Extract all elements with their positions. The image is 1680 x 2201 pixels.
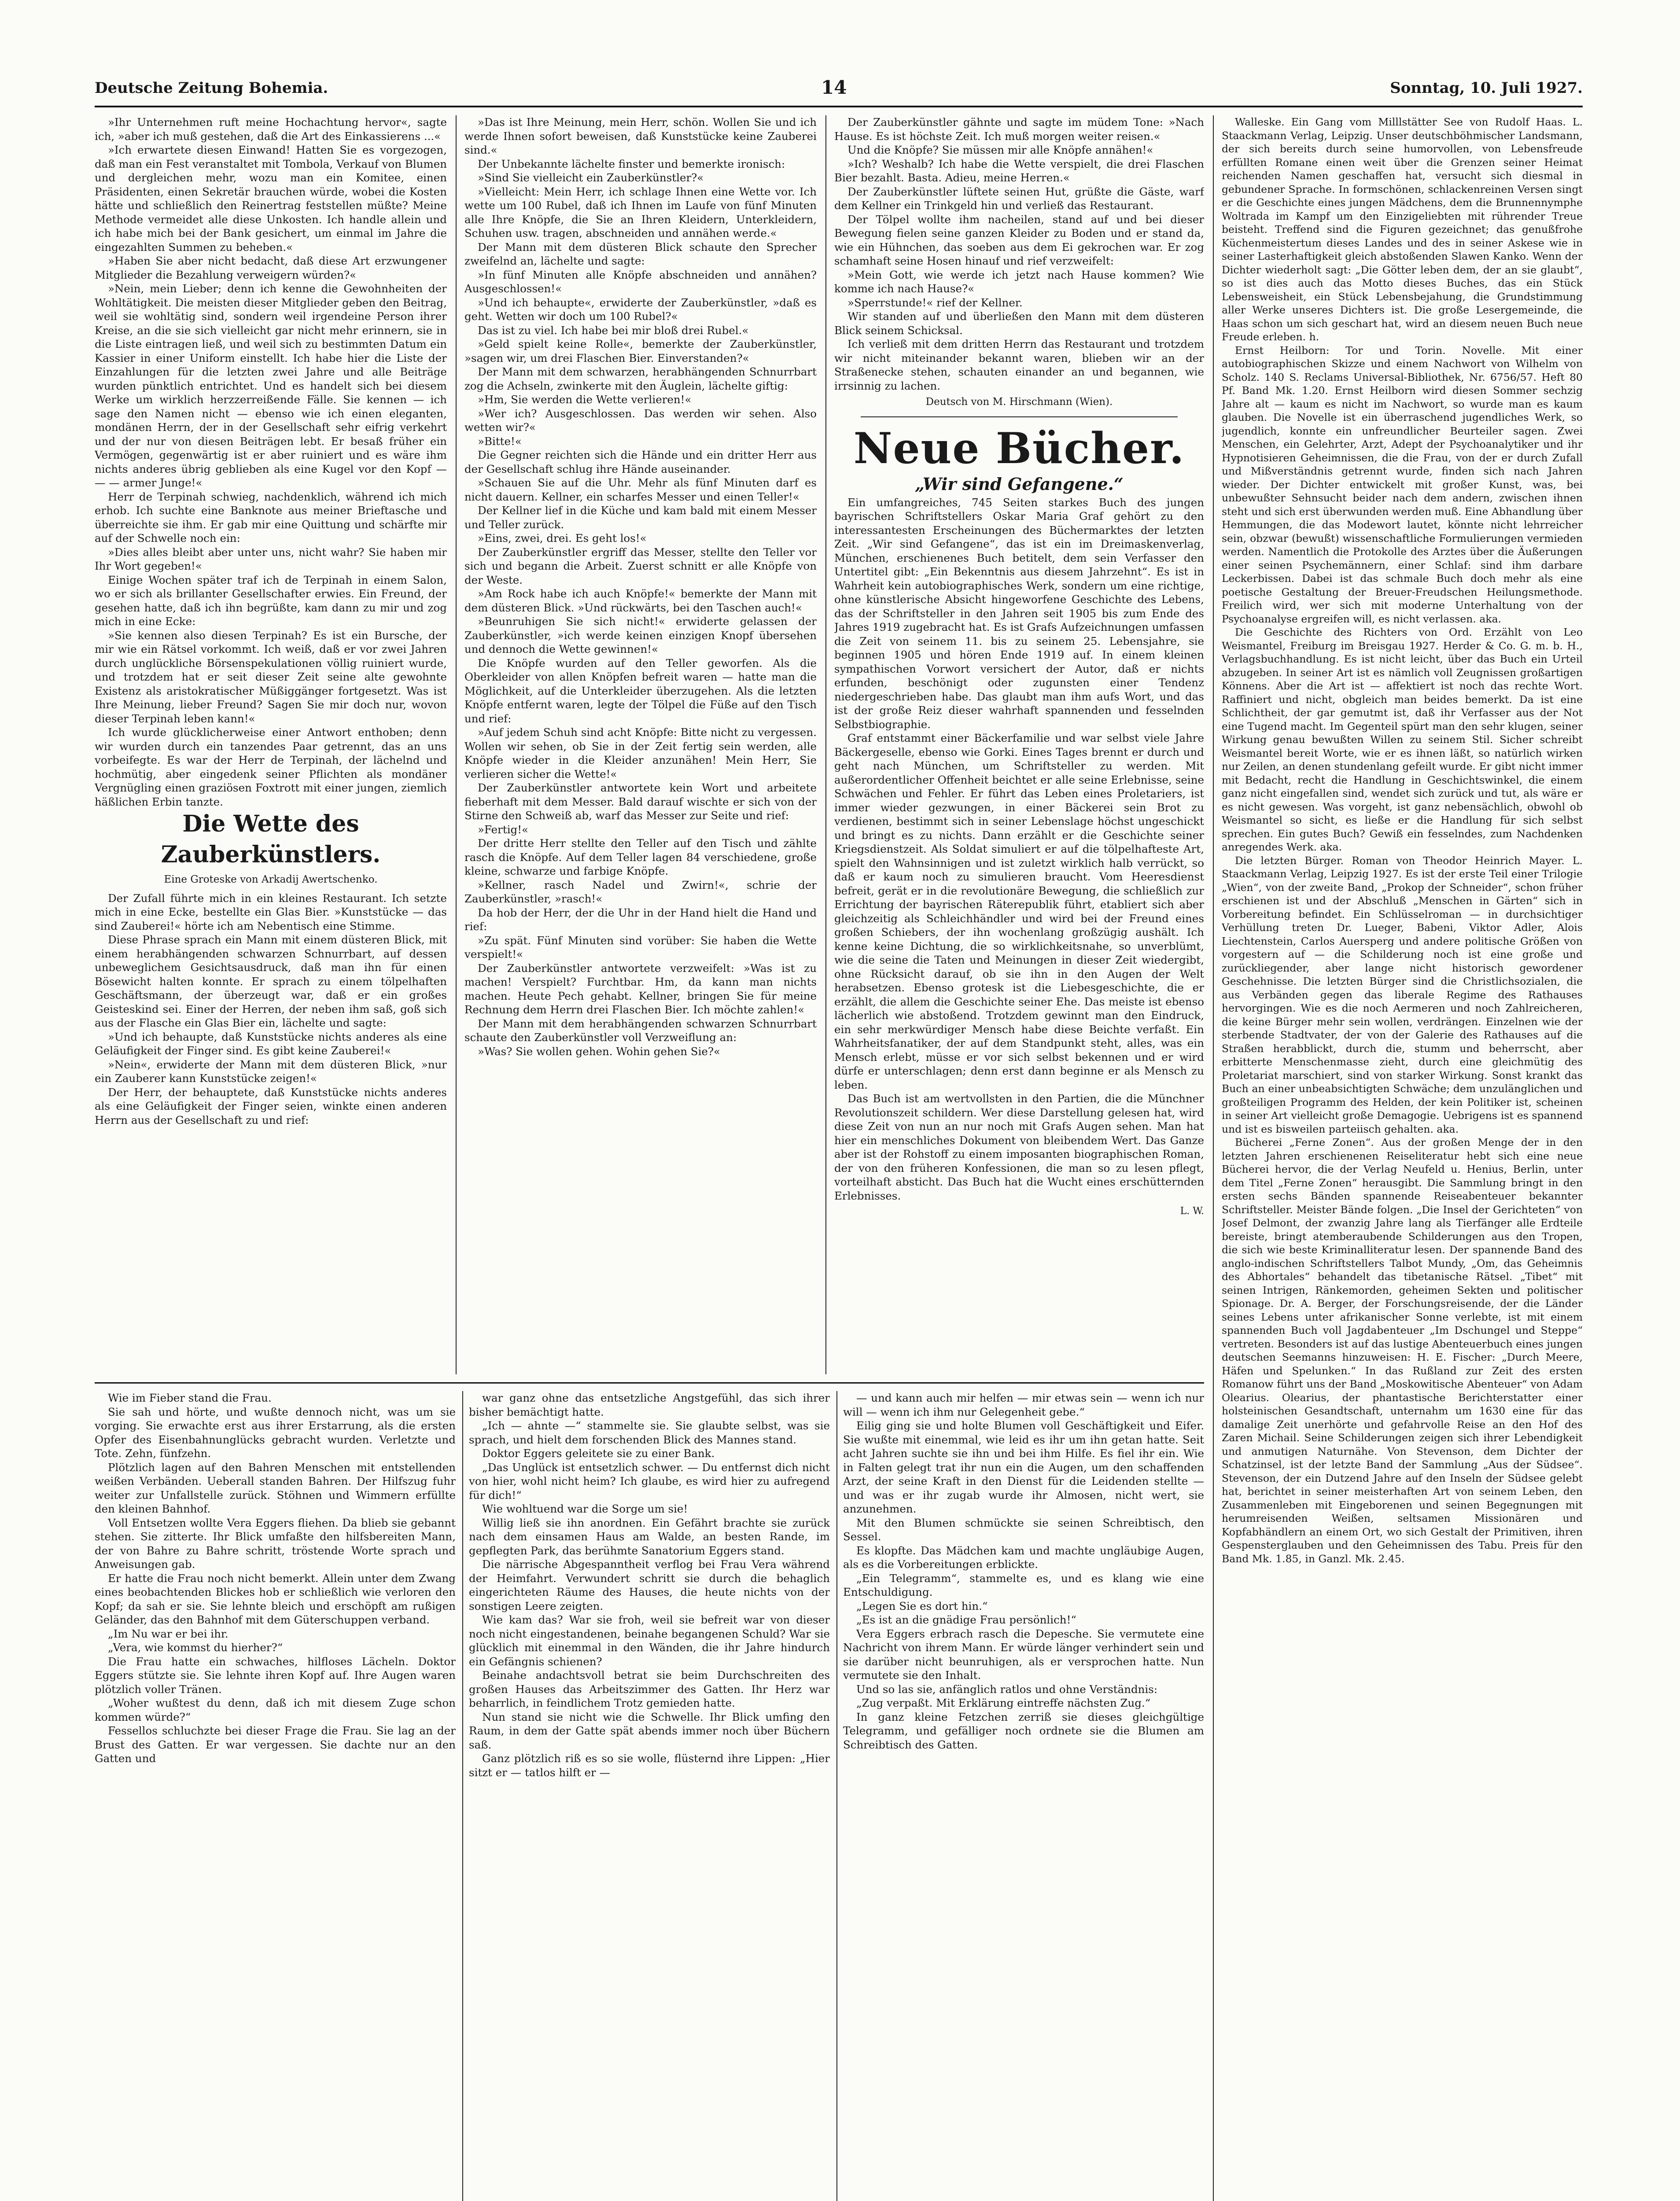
article-byline-wette: Eine Groteske von Arkadij Awertschenko.	[164, 874, 378, 885]
review-paragraph: Die letzten Bürger. Roman von Theodor Heinrich Mayer. L. Staackmann Verlag, Leipzig 1927. Es ist der erste Teil einer Trilogie „Wien“, von der zweite Band, „Prokop der Schneider“, schon früher erschienen ist und der Abschluß „Menschen in Gärten“ sich in Vorbereitung befindet. Ein Schlüsselroman — in durchsichtiger Verhüllung treten Dr. Lueger, Babeni, Viktor Adler, Alois Liechtenstein, Carlos Auersperg und andere politische Größen von vorgestern auf — die Schilderung noch ist eine große und zurückliegender, aber lange nicht historisch gewordener Geschehnisse. Die letzten Bürger sind die Christlichsozialen, die aus Verbänden gegen das liberale Regime des Rathauses hervorgingen. Wie es die noch Aermeren und noch Zahlreicheren, die keine Bürger mehr sein wollen, verdrängen. Einzelnen wie der sterbende Stadtvater, der von der Galerie des Rathauses auf die Straßen herabblickt, durch die, stumm und beherrscht, aber erbitterte Menschenmasse zieht, durch eine gleichmütig des Proletariat marschiert, sind von starker Wirkung. Sonst krankt das Buch an einer unbeabsichtigten Schwäche; dem unzulänglichen und großteiligen Programm des Helden, der kein Politiker ist, scheinen in seiner Art vielleicht große Demagogie. Uebrigens ist es spannend und ist es bisweilen parteiisch gehalten. aka.	[1222, 854, 1583, 1135]
paragraph: »Ich erwartete diesen Einwand! Hatten Sie es vorgezogen, daß man ein Fest veranstaltet mit Tombola, Verkauf von Blumen und dergleichen mehr, wozu man ein Komitee, einen Präsidenten, einen Sekretär brauchen würde, wobei die Kosten hätte und schließlich den Reinertrag feststellen müßte? Meine Methode vermeidet alle diese Unkosten. Ich handle allein und ich habe mich bei der Bank gesichert, um einmal im Jahre die eingezahlten Summen zu beheben.«	[95, 144, 447, 254]
paragraph: »Kellner, rasch Nadel und Zwirn!«, schrie der Zauberkünstler, »rasch!«	[464, 878, 817, 905]
serial-paragraph: Voll Entsetzen wollte Vera Eggers fliehen. Da blieb sie gebannt stehen. Sie zitterte. Ihr Blick umfaßte den hilfsbereiten Mann, der von Bahre zu Bahre schritt, tröstende Worte sprach und Anweisungen gab.	[95, 1516, 456, 1571]
section-rule	[95, 1382, 1204, 1384]
column-divider	[456, 115, 457, 1374]
paragraph: »Mein Gott, wie werde ich jetzt nach Hause kommen? Wie komme ich nach Hause?«	[834, 268, 1204, 295]
review-paragraph: Walleske. Ein Gang vom Milllstätter See von Rudolf Haas. L. Staackmann Verlag, Leipzig. Unser deutschböhmischer Landsmann, der sich bereits durch seine humorvollen, von Lebensfreude erfüllten Romane einen weit über die Grenzen seiner Heimat reichenden Namen geschaffen hat, versucht sich diesmal in gebundener Sprache. In formschönen, schlackenreinen Versen singt er die Geschichte eines jungen Mädchens, dem die Brunnennymphe Woltrada im Kampf um den Einzigeliebten mit rührender Treue beisteht. Treffend sind die Figuren gezeichnet; das genußfrohe Küchenmeistertum dieses Landes und des in seiner Askese wie in seiner Lasterhaftigkeit gleich abstoßenden Slawen Kanko. Wenn der Dichter wiederholt sagt: „Die Götter leben dem, der an sie glaubt“, so ist dies auch das Motto dieses Buches, das ein Stück Lebensweisheit, ein Stück Lebensbejahung, die Grundstimmung aller Werke unseres Dichters ist. Die große Lesergemeinde, die Haas schon um sich geschart hat, wird an diesem neuen Buch neue Freude erleben. h.	[1222, 116, 1583, 343]
serial-paragraph: Doktor Eggers geleitete sie zu einer Bank.	[482, 1447, 715, 1460]
serial-paragraph: Es klopfte. Das Mädchen kam und machte ungläubige Augen, als es die Vorbereitungen erblickte.	[843, 1544, 1204, 1571]
serial-paragraph: Nun stand sie nicht wie die Schwelle. Ihr Blick umfing den Raum, in dem der Gatte spät abends immer noch über Büchern saß.	[469, 1710, 830, 1751]
paragraph: »Nein, mein Lieber; denn ich kenne die Gewohnheiten der Wohltätigkeit. Die meisten dieser Mitglieder geben den Beitrag, weil sie wohltätig sind, sondern weil irgendeine Person ihrer Kreise, an die sie sich vielleicht gar nicht mehr erinnern, sie in die Liste eintragen ließ, und weil sich zu bestimmten Datum ein Kassier in einer Uniform einstellt. Ich habe hier die Liste der Einzahlungen für die letzten zwei Jahre und alle Beiträge wurden pünktlich entrichtet. Und es handelt sich bei diesem Werke um wirklich herzzerreißende Fälle. Sie kennen — ich sage den Namen nicht — ebenso wie ich einen eleganten, mondänen Herrn, der in der Gesellschaft sehr eifrig verkehrt und der nur von diesen Beiträgen lebt. Er besaß früher ein Vermögen, gegenwärtig ist er aber ruiniert und es wäre ihm nichts anderes übrig geblieben als eine Kugel vor den Kopf — — — armer Junge!«	[95, 282, 447, 489]
article-title-wette: Die Wette des Zauberkünstlers.	[161, 810, 381, 868]
paragraph: »Und ich behaupte«, erwiderte der Zauberkünstler, »daß es geht. Wetten wir doch um 100 Rubel?«	[464, 296, 817, 323]
column-1	[95, 115, 447, 1374]
serial-paragraph: Eilig ging sie und holte Blumen voll Geschäftigkeit und Eifer. Sie wußte mit einemmal, wie leid es ihr um ihn getan hatte. Seit acht Jahren suchte sie ihn und bei ihm Hilfe. Es fiel ihr ein. Wie in Falten gelegt trat ihr nun ein die Augen, um den schaffenden Arzt, der seine Kraft in den Dienst für die Leidenden stellte — und was er ihr zugab wurde ihr Almosen, nicht wert, sie anzunehmen.	[843, 1419, 1204, 1515]
paragraph: »Dies alles bleibt aber unter uns, nicht wahr? Sie haben mir Ihr Wort gegeben!«	[95, 545, 447, 572]
paragraph: »Wer ich? Ausgeschlossen. Das werden wir sehen. Also wetten wir?«	[464, 407, 817, 434]
paragraph: Wir standen auf und überließen den Mann mit dem düsteren Blick seinem Schicksal.	[834, 310, 1204, 337]
serial-paragraph: Plötzlich lagen auf den Bahren Menschen mit entstellenden weißen Verbänden. Ueberall standen Bahren. Der Hilfszug fuhr weiter zur Unfallstelle zurück. Stöhnen und Wimmern erfüllte den kleinen Bahnhof.	[95, 1461, 456, 1515]
paragraph: Der Mann mit dem schwarzen, herabhängenden Schnurrbart zog die Achseln, zwinkerte mit den Äuglein, lächelte giftig:	[464, 365, 817, 392]
paragraph: »Ihr Unternehmen ruft meine Hochachtung hervor«, sagte ich, »aber ich muß gestehen, daß die Art des Einkassierens ...«	[95, 116, 447, 143]
paragraph: »Eins, zwei, drei. Es geht los!«	[478, 532, 647, 545]
review-paragraph: Die Geschichte des Richters von Ord. Erzählt von Leo Weismantel, Freiburg im Breisgau 1927. Herder & Co. G. m. b. H., Verlagsbuchhandlung. Es ist nicht leicht, über das Buch ein Urteil abzugeben. In seiner Art ist es nämlich voll Zeugnissen großartigen Könnens. Aber die Art ist — affektiert ist noch das rechte Wort. Raffiniert und nicht, obgleich man beides bemerkt. Da ist eine Schlichtheit, der gar gemutmt ist, daß ihr Verfasser aus der Not eine Tugend macht. Im Gegenteil spürt man den sehr klugen, seiner Wirkung genau bewußten Willen zu seinem Stil. Sicher schreibt Weismantel bereit Worte, wie er es ihnen läßt, so natürlich wirken nur Zeilen, an denen stundenlang gefeilt wurde. Er gibt nicht immer mit Bedacht, recht die Handlung in Geschichtswinkel, die einem ganz nicht eingefallen sind, wendet sich zurück und tut, als wäre er es nicht gewesen. Was vorgeht, ist ganz nebensächlich, obwohl ob Weismantel so sicht, es ließe er die Handlung für sich selbst sprechen. Ein gutes Buch? Gewiß ein fesselndes, zum Nachdenken anregendes Werk. aka.	[1222, 626, 1583, 853]
paragraph: Die Gegner reichten sich die Hände und ein dritter Herr aus der Gesellschaft schlug ihre Hände auseinander.	[464, 449, 817, 475]
article-continuation-wette	[464, 115, 817, 1058]
feuilleton-text	[95, 115, 447, 809]
paragraph: »Beunruhigen Sie sich nicht!« erwiderte gelassen der Zauberkünstler, »ich werde keinen einzigen Knopf übersehen und dennoch die Wette gewinnen!«	[464, 615, 817, 655]
column-divider	[825, 115, 826, 1374]
column-divider	[836, 1391, 837, 2201]
serial-paragraph: Wie wohltuend war die Sorge um sie!	[482, 1502, 688, 1515]
paragraph: »Haben Sie aber nicht bedacht, daß diese Art erzwungener Mitglieder die Bezahlung verweigern würden?«	[95, 254, 447, 281]
paragraph: »Sie kennen also diesen Terpinah? Es ist ein Bursche, der mir wie ein Rätsel vorkommt. Ich weiß, daß er vor zwei Jahren durch unglückliche Börsenspekulationen völlig ruiniert wurde, und trotzdem hat er seit dieser Zeit seine alte gewohnte Existenz als aristokratischer Müßiggänger fortgesetzt. Was ist Ihre Meinung, lieber Freund? Sagen Sie mir doch nur, wovon dieser Terpinah leben kann!«	[95, 629, 447, 725]
serial-paragraph: Willig ließ sie ihn anordnen. Ein Gefährt brachte sie zurück nach dem einsamen Haus am Walde, an besten Rande, im gepflegten Park, das berühmte Sanatorium Eggers stand.	[469, 1516, 830, 1557]
paragraph: »Auf jedem Schuh sind acht Knöpfe: Bitte nicht zu vergessen. Wollen wir sehen, ob Sie in der Zeit fertig sein werden, alle Knöpfe wieder in die Kleider anzunähen! Mein Herr, Sie verlieren sicher die Wette!«	[464, 726, 817, 780]
paragraph: »Das ist Ihre Meinung, mein Herr, schön. Wollen Sie und ich werde Ihnen sofort beweisen, daß Kunststücke keine Zauberei sind.«	[464, 116, 817, 156]
paragraph: »Was? Sie wollen gehen. Wohin gehen Sie?«	[478, 1045, 721, 1058]
column-divider	[462, 1391, 463, 2201]
serial-paragraph: Mit den Blumen schmückte sie seinen Schreibtisch, den Sessel.	[843, 1516, 1204, 1543]
paragraph: »Nein«, erwiderte der Mann mit dem düsteren Blick, »nur ein Zauberer kann Kunststücke zeigen!«	[95, 1058, 447, 1085]
paragraph: Der Zufall führte mich in ein kleines Restaurant. Ich setzte mich in eine Ecke, bestellte ein Glas Bier. »Kunststücke — das sind Zauberei!« hörte ich am Nebentisch eine Stimme.	[95, 891, 447, 932]
serial-column-3	[843, 1391, 1204, 2201]
article-ending-wette	[834, 115, 1204, 393]
serial-paragraph: — und kann auch mir helfen — mir etwas sein — wenn ich nur will — wenn ich ihm nur Gelegenheit gebe.“	[843, 1391, 1204, 1418]
paragraph: »Sperrstunde!« rief der Kellner.	[847, 296, 1023, 309]
serial-paragraph: „Im Nu war er bei ihr.	[108, 1627, 228, 1640]
paragraph: »Ich? Weshalb? Ich habe die Wette verspielt, die drei Flaschen Bier bezahlt. Basta. Adieu, meine Herren.«	[834, 157, 1204, 184]
serial-paragraph: „Es ist an die gnädige Frau persönlich!“	[856, 1613, 1076, 1626]
serial-paragraph: „Das Unglück ist entsetzlich schwer. — Du entfernst dich nicht von hier, wohl nicht heim? Ich glaube, es wird hier zu aufregend für dich!“	[469, 1461, 830, 1502]
serial-paragraph: „Woher wußtest du denn, daß ich mit diesem Zuge schon kommen würde?“	[95, 1697, 456, 1723]
column-4-book-reviews	[1222, 115, 1583, 2201]
section-separator	[861, 416, 1178, 417]
serial-column-2	[469, 1391, 830, 2201]
paragraph: »Schauen Sie auf die Uhr. Mehr als fünf Minuten darf es nicht dauern. Kellner, ein scharfes Messer und einen Teller!«	[464, 476, 817, 503]
book-review-text	[834, 496, 1204, 1203]
paragraph: »Fertig!«	[478, 823, 529, 836]
serial-paragraph: In ganz kleine Fetzchen zerriß sie dieses gleichgültige Telegramm, und gefälliger noch ordnete sie die Blumen am Schreibtisch des Gatten.	[843, 1710, 1204, 1751]
paragraph: Graf entstammt einer Bäckerfamilie und war selbst viele Jahre Bäckergeselle, ebenso wie Gorki. Eines Tages brennt er durch und geht nach München, um Schriftsteller zu werden. Mit außerordentlicher Offenheit beichtet er alle seine Erlebnisse, seine Schwächen und Fehler. Er führt das Leben eines Proletariers, ist immer wieder gezwungen, in einer Bäckerei sein Brot zu verdienen, bestimmt sich in seiner Lebenslage höchst ungeschickt und bringt es zu nichts. Dann erzählt er die Geschichte seiner Kriegsdienstzeit. Als Soldat simuliert er auf die tölpelhafteste Art, spielt den Wahnsinnigen und ist zuletzt wirklich halb verrückt, so daß er kaum noch zu simulieren braucht. Vom Heeresdienst befreit, gerät er in die revolutionäre Bewegung, die schließlich zur Errichtung der bayrischen Räterepublik führt, etabliert sich aber gleichzeitig als Schleichhändler und wird bei der Freund eines großen Schiebers, der ihn wochenlang großzügig aushält. Ich kenne keine Dichtung, die so wirklichkeitsnahe, so unverblümt, wie die seine die Taten und Meinungen in dieser Zeit wiedergibt, ohne Rücksicht darauf, ob sie ihn in den Augen der Welt herabsetzen. Ebenso grotesk ist die Liebesgeschichte, die er erzählt, die allem die Geschichte seiner Ehe. Das meiste ist ebenso lächerlich wie abstoßend. Trotzdem gewinnt man den Eindruck, ein sehr merkwürdiger Mensch habe diese Beichte verfaßt. Ein Wahrheitsfanatiker, der auf dem Standpunkt steht, alles, was ein Mensch erlebt, müsse er vor sich selbst bekennen und er wird dürfe er unterschlagen; denn erst dann beginne er als Mensch zu leben.	[834, 732, 1204, 1091]
review-title: „Wir sind Gefangene.“	[915, 474, 1124, 494]
serial-paragraph: Wie im Fieber stand die Frau.	[108, 1391, 272, 1404]
page-header	[95, 79, 1583, 101]
paragraph: »Hm, Sie werden die Wette verlieren!«	[478, 393, 692, 406]
serial-paragraph: „Zug verpaßt. Mit Erklärung eintreffe nächsten Zug.“	[856, 1697, 1151, 1709]
serial-paragraph: Vera Eggers erbrach rasch die Depesche. Sie vermutete eine Nachricht von ihrem Mann. Er würde länger verhindert sein und sie darüber nicht beunruhigen, als er versprochen hatte. Nun vermutete sie den Inhalt.	[843, 1627, 1204, 1682]
serial-paragraph: Die närrische Abgespanntheit verflog bei Frau Vera während der Heimfahrt. Verwundert schritt sie durch die behaglich eingerichteten Räume des Hauses, die heute nichts von der sonstigen Leere zeigten.	[469, 1558, 830, 1612]
section-title-neue-buecher: Neue Bücher.	[853, 423, 1185, 473]
paragraph: Der Zauberkünstler lüftete seinen Hut, grüßte die Gäste, warf dem Kellner ein Trinkgeld hin und verließ das Restaurant.	[834, 185, 1204, 212]
paragraph: Der Unbekannte lächelte finster und bemerkte ironisch:	[478, 157, 785, 170]
paragraph: Ein umfangreiches, 745 Seiten starkes Buch des jungen bayrischen Schriftstellers Oskar Maria Graf gehört zu den interessantesten Erscheinungen des Büchermarktes der letzten Zeit. „Wir sind Gefangene“, das ist ein im Dreimaskenverlag, München, erschienenes Buch betitelt, dem sein Verfasser den Untertitel gibt: „Ein Bekenntnis aus diesem Jahrzehnt“. Es ist in Wahrheit kein autobiographisches Werk, sondern um eine richtige, ohne künstlerische Absicht hingeworfene Geschichte des Lebens, das der Schriftsteller in den Jahren seit 1905 bis zum Ende des Jahres 1919 zugebracht hat. Es ist Grafs Aufzeichnungen umfassen die Zeit von seinem 11. bis zu seinem 25. Lebensjahre, sie beginnen 1905 und hören Ende 1919 auf. In einem kleinen sympathischen Vorwort versichert der Autor, daß er nichts erfunden, beschönigt oder zugunsten einer Tendenz niedergeschrieben habe. Das glaubt man ihm aufs Wort, und das ist der große Reiz dieser wahrhaft spannenden und fesselnden Selbstbiographie.	[834, 496, 1204, 731]
paragraph: Ich wurde glücklicherweise einer Antwort enthoben; denn wir wurden durch ein tanzendes Paar getrennt, das an uns vorbeifegte. Es war der Herr de Terpinah, der lächelnd und hochmütig, aber eingedenk seiner Pflichten als mondäner Vergnügling einen graziösen Foxtrott mit einer jungen, ziemlich häßlichen Erbin tanzte.	[95, 726, 447, 808]
review-paragraph: Bücherei „Ferne Zonen“. Aus der großen Menge der in den letzten Jahren erschienenen Reiseliteratur hebt sich eine neue Bücherei hervor, die der Verlag Neufeld u. Henius, Berlin, unter dem Titel „Ferne Zonen“ herausgibt. Die Sammlung bringt in den ersten sechs Bänden spannende Reiseabenteuer bekannter Schriftsteller. Meister Bände folgen. „Die Insel der Gerichteten“ von Josef Delmont, der zwanzig Jahre lang als Tierfänger alle Erdteile bereiste, bringt atemberaubende Schilderungen aus den Tropen, die sich wie beste Kriminalliteratur lesen. Der spannende Band des anglo-indischen Schriftstellers Talbot Mundy, „Om, das Geheimnis des Abhortales“ behandelt das tibetanische Rätsel. „Tibet“ mit seinen Intrigen, Ränkemorden, geheimen Sekten und politischer Spionage. Dr. A. Berger, der Forschungsreisende, der die Länder seines Lebens unter afrikanischer Sonne verlebte, ist mit einem spannenden Buch voll Jagdabenteuer „Im Dschungel und Steppe“ vertreten. Besonders ist auf das lustige Abenteuerbuch eines jungen deutschen Seemanns hinzuweisen: H. E. Fischer: „Durch Meere, Häfen und Spelunken.“ In das Rußland zur Zeit des ersten Romanow führt uns der Band „Moskowitische Abenteuer“ von Adam Olearius. Olearius, der phantastische Berichterstatter einer holsteinischen Gesandtschaft, unternahm um 1630 eine für das damalige Zeit unerhörte und gefahrvolle Reise an den Hof des Zaren Michail. Seine Schilderungen zeigen sich ihrer Lebendigkeit und anmutigen Naturnähe. Von Stevenson, dem Dichter der Schatzinsel, ist der letzte Band der Sammlung „Aus der Südsee“. Stevenson, der ein Dutzend Jahre auf den Inseln der Südsee gelebt hat, berichtet in seiner meisterhaften Art von seinem Leben, den Zusammenleben mit Eingeborenen und seinen Begegnungen mit herumreisenden Weißen, seltsamen Missionären und Kopfabhändlern an einem Ort, wo sich Gestalt der Primitiven, ihren Gespensterglauben und den Geheimnissen des Tabu. Preis für den Band Mk. 1.85, in Ganzl. Mk. 2.45.	[1222, 1136, 1583, 1565]
paragraph: Der Zauberkünstler gähnte und sagte im müdem Tone: »Nach Hause. Es ist höchste Zeit. Ich muß morgen weiter reisen.«	[834, 116, 1204, 143]
book-reviews-list	[1222, 115, 1583, 1565]
translator-credit: Deutsch von M. Hirschmann (Wien).	[925, 396, 1113, 408]
serial-paragraph: war ganz ohne das entsetzliche Angstgefühl, das sich ihrer bisher bemächtigt hatte.	[469, 1391, 830, 1418]
paragraph: Der Kellner lief in die Küche und kam bald mit einem Messer und Teller zurück.	[464, 504, 817, 531]
issue-date: Sonntag, 10. Juli 1927.	[1390, 79, 1583, 97]
paragraph: Herr de Terpinah schwieg, nachdenklich, während ich mich erhob. Ich suchte eine Banknote aus meiner Brieftasche und überreichte sie ihm. Er gab mir eine Quittung und schärfte mir auf der Schwelle noch ein:	[95, 490, 447, 545]
serial-paragraph: Er hatte die Frau noch nicht bemerkt. Allein unter dem Zwang eines beobachtenden Blickes hob er schließlich wie verloren den Kopf; da sah er sie. Sie lehnte bleich und erschöpft am rußigen Geländer, das den Bahnhof mit dem Güterschuppen verband.	[95, 1572, 456, 1626]
paragraph: »Zu spät. Fünf Minuten sind vorüber: Sie haben die Wette verspielt!«	[464, 934, 817, 961]
paragraph: »Sind Sie vielleicht ein Zauberkünstler?«	[478, 171, 704, 184]
serial-paragraph: Und so las sie, anfänglich ratlos und ohne Verständnis:	[856, 1682, 1158, 1696]
serial-column-1	[95, 1391, 456, 2201]
serial-paragraph: „Ich — ahnte —“ stammelte sie. Sie glaubte selbst, was sie sprach, und hielt dem forschenden Blick des Mannes stand.	[469, 1419, 830, 1446]
paragraph: Einige Wochen später traf ich de Terpinah in einem Salon, wo er sich als brillanter Gesellschafter erwies. Ein Freund, der gesehen hatte, daß ich ihn begrüßte, kam dann zu mir und zog mich in eine Ecke:	[95, 573, 447, 628]
serial-paragraph: Die Frau hatte ein schwaches, hilfloses Lächeln. Doktor Eggers stützte sie. Sie lehnte ihren Kopf auf. Ihre Augen waren plötzlich voller Tränen.	[95, 1655, 456, 1696]
paragraph: Das ist zu viel. Ich habe bei mir bloß drei Rubel.«	[478, 324, 749, 337]
paragraph: Der Zauberkünstler antwortete verzweifelt: »Was ist zu machen! Verspielt? Furchtbar. Hm, da kann man nichts machen. Heute Pech gehabt. Kellner, bringen Sie für meine Rechnung dem Herrn drei Flaschen Bier. Ich möchte zahlen!«	[464, 961, 817, 1016]
serial-paragraph: Beinahe andachtsvoll betrat sie beim Durchschreiten des großen Hauses das Arbeitszimmer des Gatten. Ihr Herz war beharrlich, in feindlichem Trotz gemieden hatte.	[469, 1669, 830, 1709]
serial-paragraph: „Legen Sie es dort hin.“	[856, 1599, 988, 1612]
paragraph: Der dritte Herr stellte den Teller auf den Tisch und zählte rasch die Knöpfe. Auf dem Teller lagen 84 verschiedene, große kleine, schwarze und farbige Knöpfe.	[464, 837, 817, 877]
serial-paragraph: Sie sah und hörte, und wußte dennoch nicht, was um sie vorging. Sie erwachte erst aus ihrer Erstarrung, als die ersten Opfer des Eisenbahnunglücks gebracht wurden. Verletzte und Tote. Zehn, fünfzehn.	[95, 1405, 456, 1460]
paragraph: Ich verließ mit dem dritten Herrn das Restaurant und trotzdem wir nicht miteinander bekannt waren, blieben wir an der Straßenecke stehen, schauten einander an und begannen, wie irrsinnig zu lachen.	[834, 338, 1204, 392]
column-3	[834, 115, 1204, 1374]
serial-paragraph: Fessellos schluchzte bei dieser Frage die Frau. Sie lag an der Brust des Gatten. Er war vergessen. Sie dachte nur an den Gatten und	[95, 1724, 456, 1765]
page-number: 14	[821, 77, 847, 98]
article-body-wette	[95, 891, 447, 1127]
newspaper-name: Deutsche Zeitung Bohemia.	[95, 79, 328, 97]
paragraph: Diese Phrase sprach ein Mann mit einem düsteren Blick, mit einem herabhängenden schwarzen Schnurrbart, auf dessen unbeweglichem Gesichtsausdruck, daß man ihn für einen Bösewicht halten konnte. Er sprach zu einem tölpelhaften Geschäftsmann, der überzeugt war, daß er ein großes Geisteskind sei. Einer der Herren, der neben ihm saß, goß sich aus der Flasche ein Glas Bier ein, lächelte und sagte:	[95, 933, 447, 1029]
paragraph: Das Buch ist am wertvollsten in den Partien, die die Münchner Revolutionszeit schildern. Wer diese Darstellung gelesen hat, wird diese Zeit von nun an nur noch mit Grafs Augen sehen. Man hat hier ein menschliches Dokument von bleibendem Wert. Das Ganze aber ist der Rohstoff zu einem imposanten biographischen Roman, der von den früheren Konfessionen, die man so zu lesen pflegt, vorteilhaft absticht. Das Buch hat die Wucht eines erschütternden Erlebnisses.	[834, 1092, 1204, 1202]
serial-paragraph: „Vera, wie kommst du hierher?“	[108, 1641, 283, 1654]
paragraph: »Bitte!«	[478, 434, 522, 448]
paragraph: »Und ich behaupte, daß Kunststücke nichts anderes als eine Geläufigkeit der Finger sind. Es gibt keine Zauberei!«	[95, 1030, 447, 1057]
review-paragraph: Ernst Heilborn: Tor und Torin. Novelle. Mit einer autobiographischen Skizze und einem Nachwort von Wilhelm von Scholz. 140 S. Reclams Universal-Bibliothek, Nr. 6756/57. Heft 80 Pf. Band Mk. 1.20. Ernst Heilborn wird diesen Sommer sechzig Jahre alt — kaum es nicht im Nachwort, so wurde man es kaum glauben. Die Novelle ist ein überraschend jugendliches Werk, so jugendlich, konnte ein unfreundlicher Beurteiler sagen. Zwei Menschen, ein Gelehrter, Arzt, Adept der Psychoanalytiker und ihr Hypnotisieren Geheimnissen, die die Frau, von der er durch Zufall und Mißverständnis getrennt wurde, finden sich nach Jahren wieder. Der Dichter entwickelt mit großer Kunst, was, bei unbewußter Sehnsucht beider nach dem andern, zwischen ihnen steht und sich erst überwunden werden muß. Eine Abhandlung über Hemmungen, die das Modewort lautet, könnte nicht lehrreicher sein, obzwar (bewußt) wissenschaftliche Formulierungen vermieden werden. Namentlich die Protokolle des Arztes über die Äußerungen einer seinen Psychemännern, einer Schlaf: sind ihm darbare Leckerbissen. Dabei ist das schmale Buch doch mehr als eine poetische Gestaltung der Breuer-Freudschen Heilungsmethode. Freilich wird, wer sich mit moderne Unterhaltung von der Psychoanalyse ergreifen will, es nicht verlassen. aka.	[1222, 344, 1583, 625]
paragraph: Der Zauberkünstler ergriff das Messer, stellte den Teller vor sich und begann die Arbeit. Zuerst schnitt er alle Knöpfe von der Weste.	[464, 545, 817, 586]
paragraph: »Geld spielt keine Rolle«, bemerkte der Zauberkünstler, »sagen wir, um drei Flaschen Bier. Einverstanden?«	[464, 338, 817, 364]
paragraph: Der Zauberkünstler antwortete kein Wort und arbeitete fieberhaft mit dem Messer. Bald darauf wischte er sich von der Stirne den Schweiß ab, warf das Messer zur Seite und rief:	[464, 781, 817, 822]
serial-paragraph: Wie kam das? War sie froh, weil sie befreit war von dieser noch nicht eingestandenen, beinahe begangenen Schuld? War sie glücklich mit einemmal in den Wänden, die ihr Jahre hindurch ein Gefängnis schienen?	[469, 1613, 830, 1668]
serial-paragraph: „Ein Telegramm“, stammelte es, und es klang wie eine Entschuldigung.	[843, 1572, 1204, 1598]
review-signature: L. W.	[1180, 1206, 1204, 1217]
header-rule	[95, 106, 1583, 107]
paragraph: Der Mann mit dem herabhängenden schwarzen Schnurrbart schaute den Zauberkünstler voll Verzweiflung an:	[464, 1017, 817, 1044]
paragraph: »Am Rock habe ich auch Knöpfe!« bemerkte der Mann mit dem düsteren Blick. »Und rückwärts, bei den Taschen auch!«	[464, 587, 817, 614]
paragraph: Der Mann mit dem düsteren Blick schaute den Sprecher zweifelnd an, lächelte und sagte:	[464, 240, 817, 267]
serial-paragraph: Ganz plötzlich riß es so sie wolle, flüsternd ihre Lippen: „Hier sitzt er — tatlos hilft er —	[469, 1752, 830, 1779]
paragraph: Da hob der Herr, der die Uhr in der Hand hielt die Hand und rief:	[464, 906, 817, 933]
column-divider	[1213, 115, 1214, 2201]
paragraph: Der Herr, der behauptete, daß Kunststücke nichts anderes als eine Geläufigkeit der Finger seien, winkte einen anderen Herrn aus der Gesellschaft zu und rief:	[95, 1086, 447, 1126]
paragraph: Die Knöpfe wurden auf den Teller geworfen. Als die Oberkleider von allen Knöpfen befreit waren — hatte man die Möglichkeit, auf die Unterkleider überzugehen. Als die letzten Knöpfe entfernt waren, legte der Tölpel die Füße auf den Tisch und rief:	[464, 656, 817, 725]
paragraph: »In fünf Minuten alle Knöpfe abschneiden und annähen? Ausgeschlossen!«	[464, 268, 817, 295]
paragraph: Der Tölpel wollte ihm nacheilen, stand auf und bei dieser Bewegung fielen seine ganzen Kleider zu Boden und er stand da, wie ein Hühnchen, das soeben aus dem Ei gekrochen war. Er zog schamhaft seine Hosen hinauf und rief verzweifelt:	[834, 213, 1204, 267]
paragraph: »Vielleicht: Mein Herr, ich schlage Ihnen eine Wette vor. Ich wette um 100 Rubel, daß ich Ihnen im Laufe von fünf Minuten alle Ihre Knöpfe, die Sie an Ihren Kleidern, Unterkleidern, Schuhen usw. tragen, abschneiden und annähen werde.«	[464, 185, 817, 239]
column-2	[464, 115, 817, 1374]
paragraph: Und die Knöpfe? Sie müssen mir alle Knöpfe annähen!«	[847, 144, 1153, 156]
